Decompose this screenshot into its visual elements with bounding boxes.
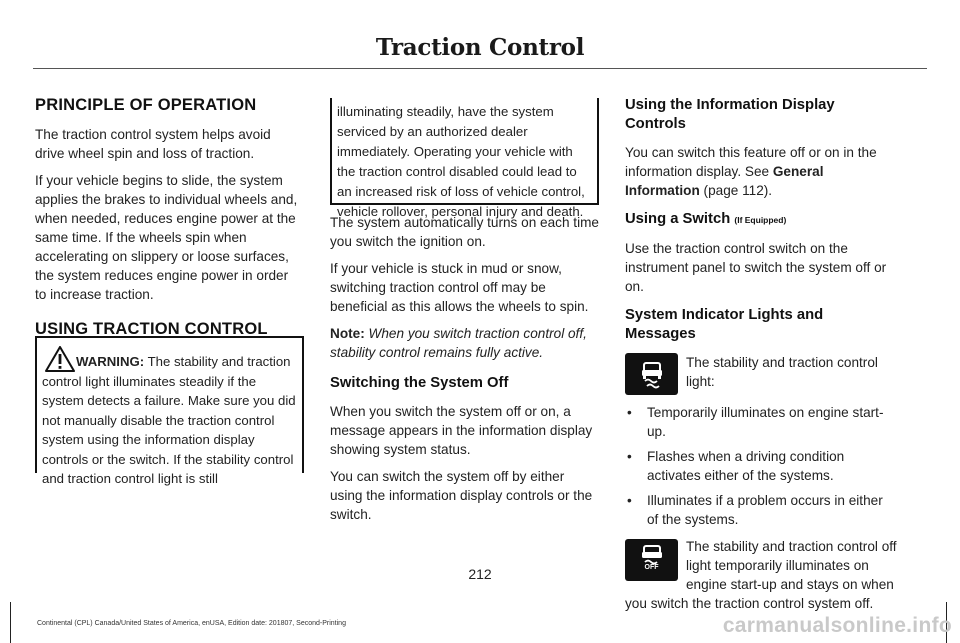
heading-info-display-controls: Using the Information Display Controls — [625, 97, 835, 132]
paragraph — [625, 143, 897, 200]
page-number: 212 — [468, 566, 492, 582]
paragraph: The system automatically turns on each time you switch the ignition on. — [330, 215, 599, 249]
crop-mark — [10, 602, 11, 643]
list-item: • Illuminates if a problem occurs in either of the systems. — [625, 491, 897, 529]
paragraph: Use the traction control switch on the instrument panel to switch the system off or on. — [625, 241, 887, 294]
warning-box — [35, 336, 304, 486]
warning-label: WARNING: — [76, 354, 145, 369]
paragraph: If your vehicle is stuck in mud or snow, switching traction control off may be beneficial as this allows the wheels to spin. — [330, 261, 589, 314]
note — [330, 324, 600, 362]
heading-text: Using a Switch — [625, 211, 731, 227]
paragraph: The traction control system helps avoid drive wheel spin and loss of traction. — [35, 127, 271, 161]
stability-traction-control-icon — [625, 353, 678, 395]
list-item: • Flashes when a driving condition activates either of the systems. — [625, 447, 897, 485]
column-2 — [330, 213, 600, 532]
text: (page 112). — [699, 183, 773, 198]
heading-switching-system-off: Switching the System Off — [330, 375, 509, 391]
indicator-row — [625, 353, 897, 395]
column-3 — [625, 96, 897, 621]
warning-text: The stability and traction control light illuminates steadily if the system detects a failure. Make sure you did not manually disable the traction control system using the information display controls or the switch. If the stability control and traction control light is still — [42, 354, 296, 486]
paragraph: You can switch the system off by either using the information display controls or the switch. — [330, 469, 593, 522]
column-1 — [35, 96, 303, 349]
text: You can switch this feature off or on in the information display. See — [625, 145, 877, 179]
indicator-description: The stability and traction control off light temporarily illuminates on engine start-up and stays on when you switch the traction control system off. — [625, 539, 897, 611]
heading-using-traction-control: USING TRACTION CONTROL — [35, 320, 268, 338]
heading-principle-of-operation: PRINCIPLE OF OPERATION — [35, 96, 257, 114]
paragraph: If your vehicle begins to slide, the system applies the brakes to individual wheels and, when needed, reduces engine power at the same time. If the wheels spin when accelerating on slippery or loose surfaces, the system reduces engine power in order to increase traction. — [35, 173, 298, 302]
heading-indicator-lights: System Indicator Lights and Messages — [625, 307, 824, 342]
warning-box-continued — [330, 98, 599, 219]
watermark: carmanualsonline.info — [722, 614, 952, 637]
indicator-description: The stability and traction control light: — [686, 355, 878, 389]
note-text: When you switch traction control off, stability control remains fully active. — [330, 326, 587, 360]
heading-using-a-switch — [625, 210, 897, 230]
bullet-list — [625, 403, 897, 529]
off-badge: OFF — [644, 564, 659, 571]
paragraph: When you switch the system off or on, a message appears in the information display showing system status. — [330, 404, 593, 457]
note-label: Note: — [330, 326, 365, 341]
cross-reference-link[interactable]: General Information — [625, 164, 824, 198]
list-item: • Temporarily illuminates on engine start-up. — [625, 403, 897, 441]
warning-triangle-icon — [45, 346, 75, 372]
page-title: Traction Control — [375, 34, 585, 61]
header-divider — [33, 68, 927, 69]
edition-footer: Continental (CPL) Canada/United States of America, enUSA, Edition date: 201807, Second-Printing — [37, 620, 346, 627]
warning-text-continued: illuminating steadily, have the system serviced by an authorized dealer immediately. Operating your vehicle with the traction control disabled could lead to an increased risk of loss of vehicle control, vehicle rollover, personal injury and death. — [337, 104, 585, 219]
heading-qualifier: (If Equipped) — [734, 215, 787, 225]
